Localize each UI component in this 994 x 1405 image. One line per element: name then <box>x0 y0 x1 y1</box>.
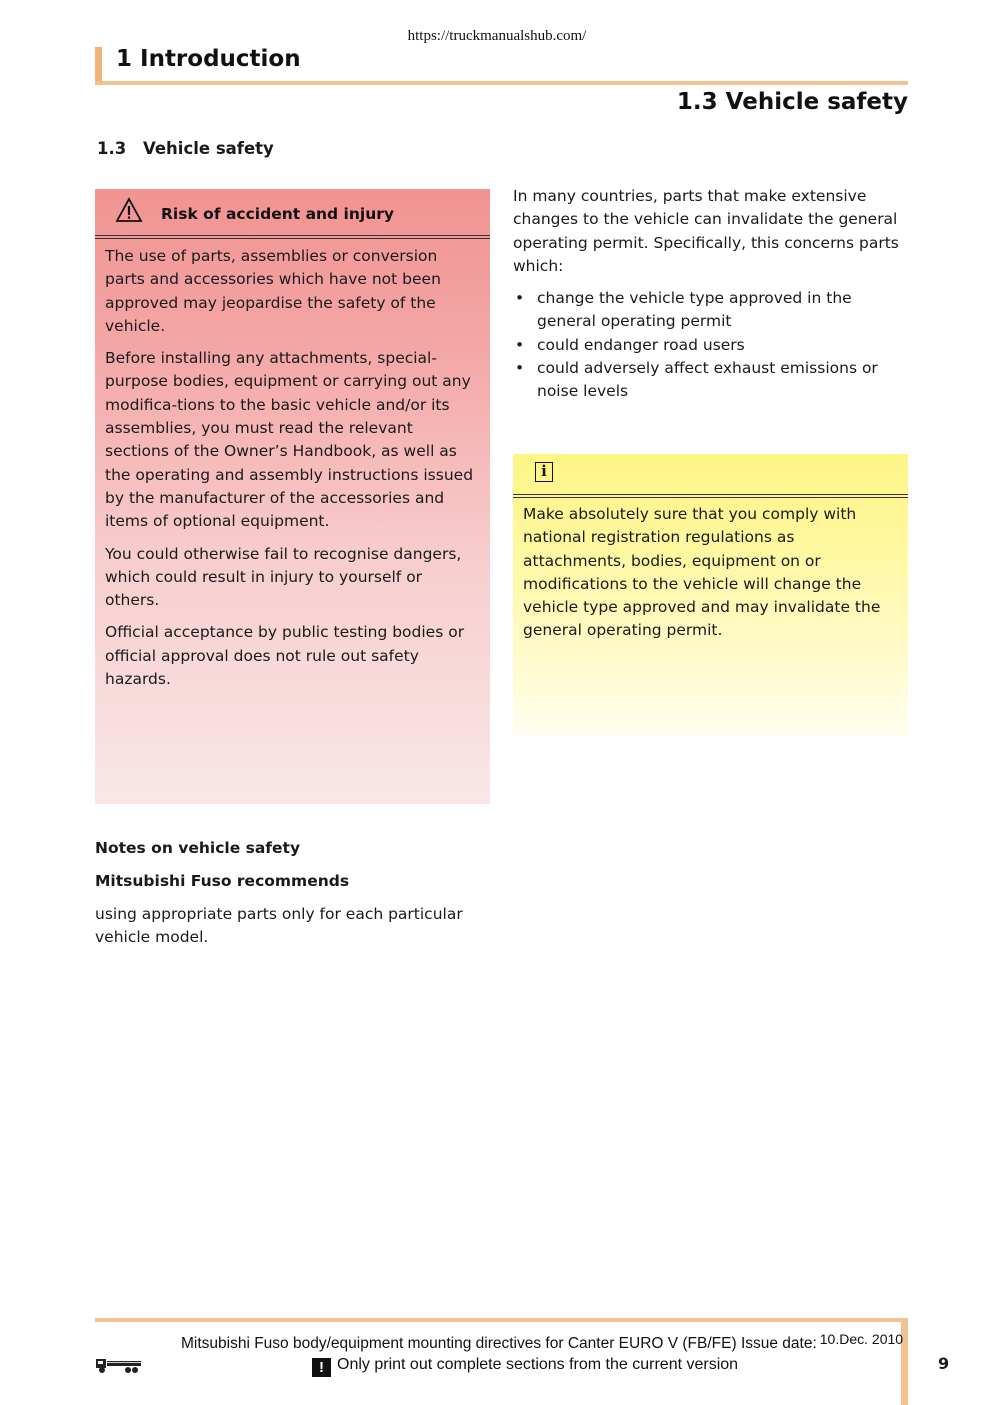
warning-paragraph: Before installing any attachments, special-purpose bodies, equipment or carrying out any modifica-tions to the basic vehicle and/or its assemblies, you must read the relevant sections of the Owner’s Handbook, as well as the operating and assembly instructions issued by the manufacturer of the accessories and items of optional equipment. <box>105 349 474 531</box>
warning-title: Risk of accident and injury <box>161 205 394 223</box>
footer-title-text: Mitsubishi Fuso body/equipment mounting directives for Canter EURO V (FB/FE) Issue date: <box>181 1335 817 1352</box>
page-number: 9 <box>938 1354 950 1373</box>
warning-paragraph: Official acceptance by public testing bodies or official approval does not rule out safety hazards. <box>105 623 465 689</box>
notes-body <box>95 903 495 959</box>
footer-document-title <box>181 1331 904 1353</box>
chapter-accent-bar <box>95 47 102 84</box>
notes-heading: Notes on vehicle safety <box>95 839 301 857</box>
info-icon: i <box>535 462 553 482</box>
info-header <box>513 454 908 494</box>
exclamation-icon: ! <box>312 1358 331 1377</box>
info-body <box>513 498 908 643</box>
notes-subheading: Mitsubishi Fuso recommends <box>95 872 350 890</box>
section-heading-title: Vehicle safety <box>143 139 274 158</box>
footer-rule <box>95 1318 906 1322</box>
info-box <box>513 454 908 736</box>
bullet-item: • could adversely affect exhaust emissions or noise levels <box>513 357 909 404</box>
bullet-item: • could endanger road users <box>513 334 909 357</box>
info-text: Make absolutely sure that you comply with national registration regulations as attachments, bodies, equipment on or modifications to the vehicle will change the vehicle type approved and may invalidate the general operating permit. <box>523 505 881 640</box>
warning-paragraph: The use of parts, assemblies or conversion parts and accessories which have not been approved may jeopardise the safety of the vehicle. <box>105 247 441 335</box>
chapter-title: 1 Introduction <box>116 46 301 72</box>
right-intro-text: In many countries, parts that make extensive changes to the vehicle can invalidate the general operating permit. Specifically, this concerns parts which: <box>513 187 899 275</box>
warning-header <box>95 189 490 235</box>
warning-triangle-icon <box>115 197 143 223</box>
warning-box <box>95 189 490 804</box>
section-running-title: 1.3 Vehicle safety <box>676 89 908 115</box>
bullet-item: • change the vehicle type approved in the general operating permit <box>513 287 909 334</box>
footer-print-note <box>312 1356 738 1377</box>
truck-icon <box>95 1356 143 1374</box>
footer-print-note-text: Only print out complete sections from the current version <box>337 1356 739 1373</box>
notes-text: using appropriate parts only for each particular vehicle model. <box>95 905 463 947</box>
bullet-list <box>513 287 909 403</box>
section-number: 1.3 <box>97 139 127 158</box>
chapter-rule <box>95 81 908 85</box>
section-heading <box>97 139 274 158</box>
right-column <box>513 185 909 404</box>
warning-body <box>95 239 490 691</box>
warning-paragraph: You could otherwise fail to recognise dangers, which could result in injury to yourself or others. <box>105 544 462 610</box>
footer-issue-date: 10.Dec. 2010 <box>819 1331 904 1347</box>
source-url[interactable]: https://truckmanualshub.com/ <box>407 28 587 44</box>
